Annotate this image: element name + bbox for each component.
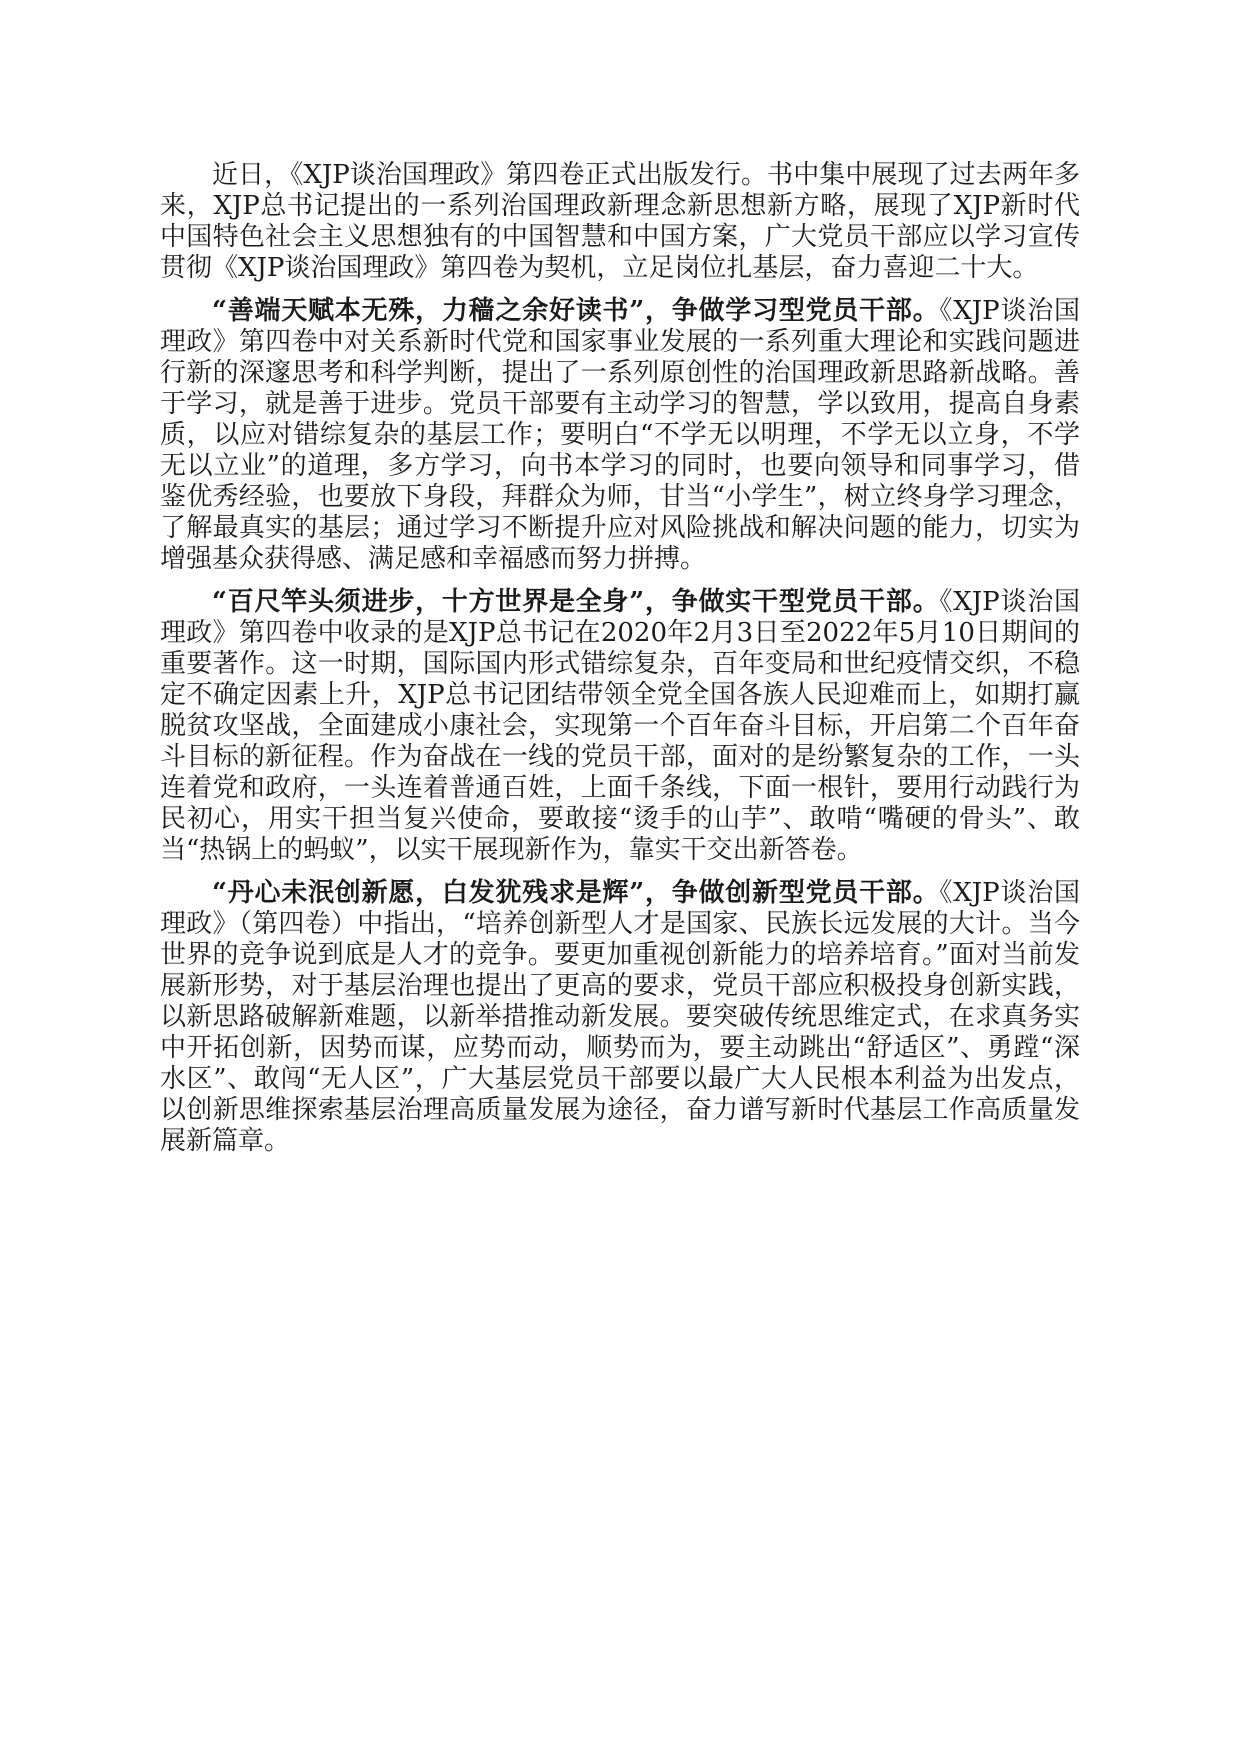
paragraph-learning-heading: “善端天赋本无殊，力穑之余好读书”，争做学习型党员干部。 — [212, 296, 940, 326]
paragraph-practical-heading: “百尺竿头须进步，十方世界是全身”，争做实干型党员干部。 — [212, 587, 940, 617]
paragraph-intro — [160, 160, 1080, 284]
paragraph-learning — [160, 296, 1080, 575]
article-body — [160, 160, 1080, 1169]
paragraph-intro-text: 近日，《XJP谈治国理政》第四卷正式出版发行。书中集中展现了过去两年多来，XJP总书记提出的一系列治国理政新理念新思想新方略，展现了XJP新时代中国特色社会主义思想独有的中国智慧和中国方案，广大党员干部应以学习宣传贯彻《XJP谈治国理政》第四卷为契机，立足岗位扎基层，奋力喜迎二十大。 — [160, 160, 1080, 283]
paragraph-learning-text: 《XJP谈治国理政》第四卷中对关系新时代党和国家事业发展的一系列重大理论和实践问题进行新的深邃思考和科学判断，提出了一系列原创性的治国理政新思路新战略。善于学习，就是善于进步。党员干部要有主动学习的智慧，学以致用，提高自身素质，以应对错综复杂的基层工作；要明白“不学无以明理，不学无以立身，不学无以立业”的道理，多方学习，向书本学习的同时，也要向领导和同事学习，借鉴优秀经验，也要放下身段，拜群众为师，甘当“小学生”，树立终身学习理念，了解最真实的基层；通过学习不断提升应对风险挑战和解决问题的能力，切实为增强基众获得感、满足感和幸福感而努力拼搏。 — [160, 296, 1080, 574]
paragraph-innovation-heading: “丹心未泯创新愿，白发犹残求是辉”，争做创新型党员干部。 — [212, 878, 940, 908]
paragraph-innovation-text: 《XJP谈治国理政》（第四卷）中指出，“培养创新型人才是国家、民族长远发展的大计。当今世界的竞争说到底是人才的竞争。要更加重视创新能力的培养培育。”面对当前发展新形势，对于基层治理也提出了更高的要求，党员干部应积极投身创新实践，以新思路破解新难题，以新举措推动新发展。要突破传统思维定式，在求真务实中开拓创新，因势而谋，应势而动，顺势而为，要主动跳出“舒适区”、勇蹚“深水区”、敢闯“无人区”，广大基层党员干部要以最广大人民根本利益为出发点，以创新思维探索基层治理高质量发展为途径，奋力谱写新时代基层工作高质量发展新篇章。 — [160, 878, 1080, 1156]
paragraph-practical — [160, 587, 1080, 866]
paragraph-innovation — [160, 878, 1080, 1157]
paragraph-practical-text: 《XJP谈治国理政》第四卷中收录的是XJP总书记在2020年2月3日至2022年5月10日期间的重要著作。这一时期，国际国内形式错综复杂，百年变局和世纪疫情交织，不稳定不确定因素上升，XJP总书记团结带领全党全国各族人民迎难而上，如期打赢脱贫攻坚战，全面建成小康社会，实现第一个百年奋斗目标，开启第二个百年奋斗目标的新征程。作为奋战在一线的党员干部，面对的是纷繁复杂的工作，一头连着党和政府，一头连着普通百姓，上面千条线，下面一根针，要用行动践行为民初心，用实干担当复兴使命，要敢接“烫手的山芋”、敢啃“嘴硬的骨头”、敢当“热锅上的蚂蚁”，以实干展现新作为，靠实干交出新答卷。 — [160, 587, 1080, 865]
